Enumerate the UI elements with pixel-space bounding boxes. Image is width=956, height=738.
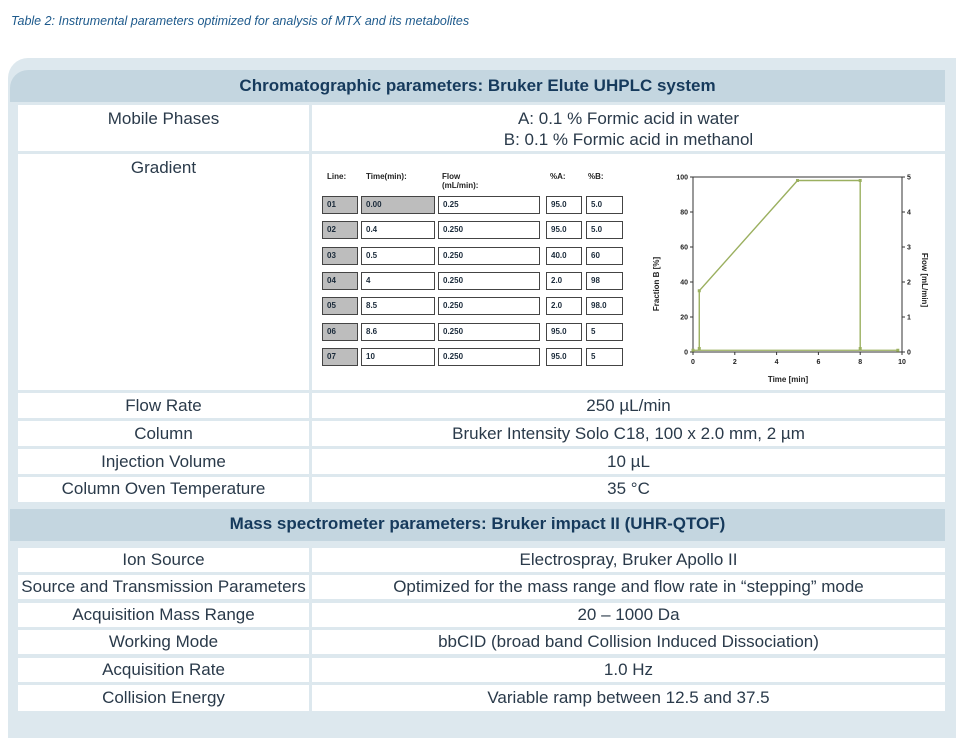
chart-xtick-label: 2 (732, 359, 737, 366)
flow-rate-label: Flow Rate (18, 393, 309, 418)
chart-y2tick-label: 4 (907, 209, 911, 217)
column-label: Column (18, 421, 309, 446)
flow-rate-value: 250 µL/min (312, 393, 945, 418)
gt-cell-flow: 0.25 (438, 196, 540, 214)
chart-series (692, 179, 900, 352)
table-caption: Table 2: Instrumental parameters optimized for analysis of MTX and its metabolites (11, 14, 470, 28)
chart-point-flow (692, 349, 695, 352)
gt-cell-b: 5.0 (586, 196, 623, 214)
chart-point-fraction-b (698, 289, 701, 292)
gt-cell-flow: 0.250 (438, 348, 540, 366)
gt-header-line: Line: (327, 172, 347, 181)
chart-point-fraction-b (859, 179, 862, 182)
gt-cell-time: 0.5 (361, 247, 435, 265)
ms-section-header: Mass spectrometer parameters: Bruker impact II (UHR-QTOF) (10, 509, 945, 541)
gt-cell-time: 8.6 (361, 323, 435, 341)
gt-cell-a: 95.0 (546, 196, 582, 214)
working-mode-value: bbCID (broad band Collision Induced Dissociation) (312, 630, 945, 654)
chart-line-fraction-b (699, 181, 860, 349)
gt-cell-line: 05 (322, 297, 358, 315)
chart-y2tick-label: 1 (907, 314, 911, 322)
gt-cell-a: 40.0 (546, 247, 582, 265)
gt-cell-line: 02 (322, 221, 358, 239)
gt-cell-flow: 0.250 (438, 272, 540, 290)
gradient-label: Gradient (18, 154, 309, 390)
gt-cell-b: 5 (586, 323, 623, 341)
source-trans-label: Source and Transmission Parameters (18, 575, 309, 599)
mobile-phase-a: A: 0.1 % Formic acid in water (517, 109, 740, 128)
chart-point-flow (896, 349, 899, 352)
injection-volume-label: Injection Volume (18, 449, 309, 474)
source-trans-value: Optimized for the mass range and flow rate in “stepping” mode (312, 575, 945, 599)
oven-temp-label: Column Oven Temperature (18, 477, 309, 502)
collision-energy-label: Collision Energy (18, 685, 309, 711)
gt-cell-time: 4 (361, 272, 435, 290)
chart-y2tick-label: 3 (907, 244, 911, 252)
chart-axes (676, 175, 911, 367)
gt-header-b: %B: (588, 172, 604, 181)
mass-range-label: Acquisition Mass Range (18, 603, 309, 627)
chart-frame (693, 177, 902, 352)
chart-point-fraction-b (698, 347, 701, 350)
chart-ytick-label: 80 (680, 209, 688, 217)
gt-header-a: %A: (550, 172, 566, 181)
gt-cell-time: 8.5 (361, 297, 435, 315)
acq-rate-label: Acquisition Rate (18, 658, 309, 682)
gt-cell-line: 04 (322, 272, 358, 290)
chart-ytick-label: 20 (680, 314, 688, 322)
gt-cell-b: 98 (586, 272, 623, 290)
ion-source-value: Electrospray, Bruker Apollo II (312, 548, 945, 572)
gt-cell-flow: 0.250 (438, 221, 540, 239)
gt-cell-line: 07 (322, 348, 358, 366)
ion-source-label: Ion Source (18, 548, 309, 572)
collision-energy-value: Variable ramp between 12.5 and 37.5 (312, 685, 945, 711)
gt-header-time: Time(min): (366, 172, 407, 181)
chart-ytick-label: 60 (680, 244, 688, 252)
gt-cell-line: 03 (322, 247, 358, 265)
gt-cell-line: 06 (322, 323, 358, 341)
gt-cell-line: 01 (322, 196, 358, 214)
chart-ylabel: Fraction B [%] (652, 256, 661, 312)
chrom-section-header: Chromatographic parameters: Bruker Elute UHPLC system (10, 70, 945, 102)
chart-xtick-label: 0 (691, 359, 695, 366)
gt-header-flow: Flow (mL/min): (442, 172, 479, 190)
gt-cell-a: 95.0 (546, 348, 582, 366)
gt-cell-b: 60 (586, 247, 623, 265)
chart-xtick-label: 6 (816, 359, 821, 366)
chart-xtick-label: 4 (774, 359, 779, 366)
chart-ytick-label: 0 (684, 349, 688, 357)
chart-y2label: Flow [mL/min] (920, 252, 929, 308)
gt-cell-time: 0.00 (361, 196, 435, 214)
mobile-phases-label: Mobile Phases (18, 105, 309, 151)
chart-point-fraction-b (859, 347, 862, 350)
chart-xtick-label: 8 (858, 359, 863, 366)
chart-xlabel: Time [min] (767, 375, 809, 384)
gt-cell-flow: 0.250 (438, 323, 540, 341)
chart-y2tick-label: 2 (907, 279, 911, 287)
gt-cell-flow: 0.250 (438, 247, 540, 265)
gt-cell-b: 5.0 (586, 221, 623, 239)
chart-point-fraction-b (796, 179, 799, 182)
gt-cell-a: 2.0 (546, 297, 582, 315)
gt-cell-a: 2.0 (546, 272, 582, 290)
chart-y2tick-label: 5 (907, 174, 911, 182)
gt-cell-b: 98.0 (586, 297, 623, 315)
acq-rate-value: 1.0 Hz (312, 658, 945, 682)
mass-range-value: 20 – 1000 Da (312, 603, 945, 627)
oven-temp-value: 35 °C (312, 477, 945, 502)
chart-xtick-label: 10 (898, 359, 906, 366)
gradient-chart (650, 168, 929, 390)
gt-cell-a: 95.0 (546, 221, 582, 239)
gt-cell-time: 0.4 (361, 221, 435, 239)
chart-y2tick-label: 0 (907, 349, 911, 357)
gt-cell-a: 95.0 (546, 323, 582, 341)
mobile-phase-b: B: 0.1 % Formic acid in methanol (503, 130, 754, 149)
mobile-phases-value (312, 105, 945, 151)
gt-cell-flow: 0.250 (438, 297, 540, 315)
injection-volume-value: 10 µL (312, 449, 945, 474)
chart-ytick-label: 40 (680, 279, 688, 287)
gt-cell-time: 10 (361, 348, 435, 366)
column-value: Bruker Intensity Solo C18, 100 x 2.0 mm, 2 µm (312, 421, 945, 446)
chart-ytick-label: 100 (676, 174, 688, 182)
gt-cell-b: 5 (586, 348, 623, 366)
working-mode-label: Working Mode (18, 630, 309, 654)
